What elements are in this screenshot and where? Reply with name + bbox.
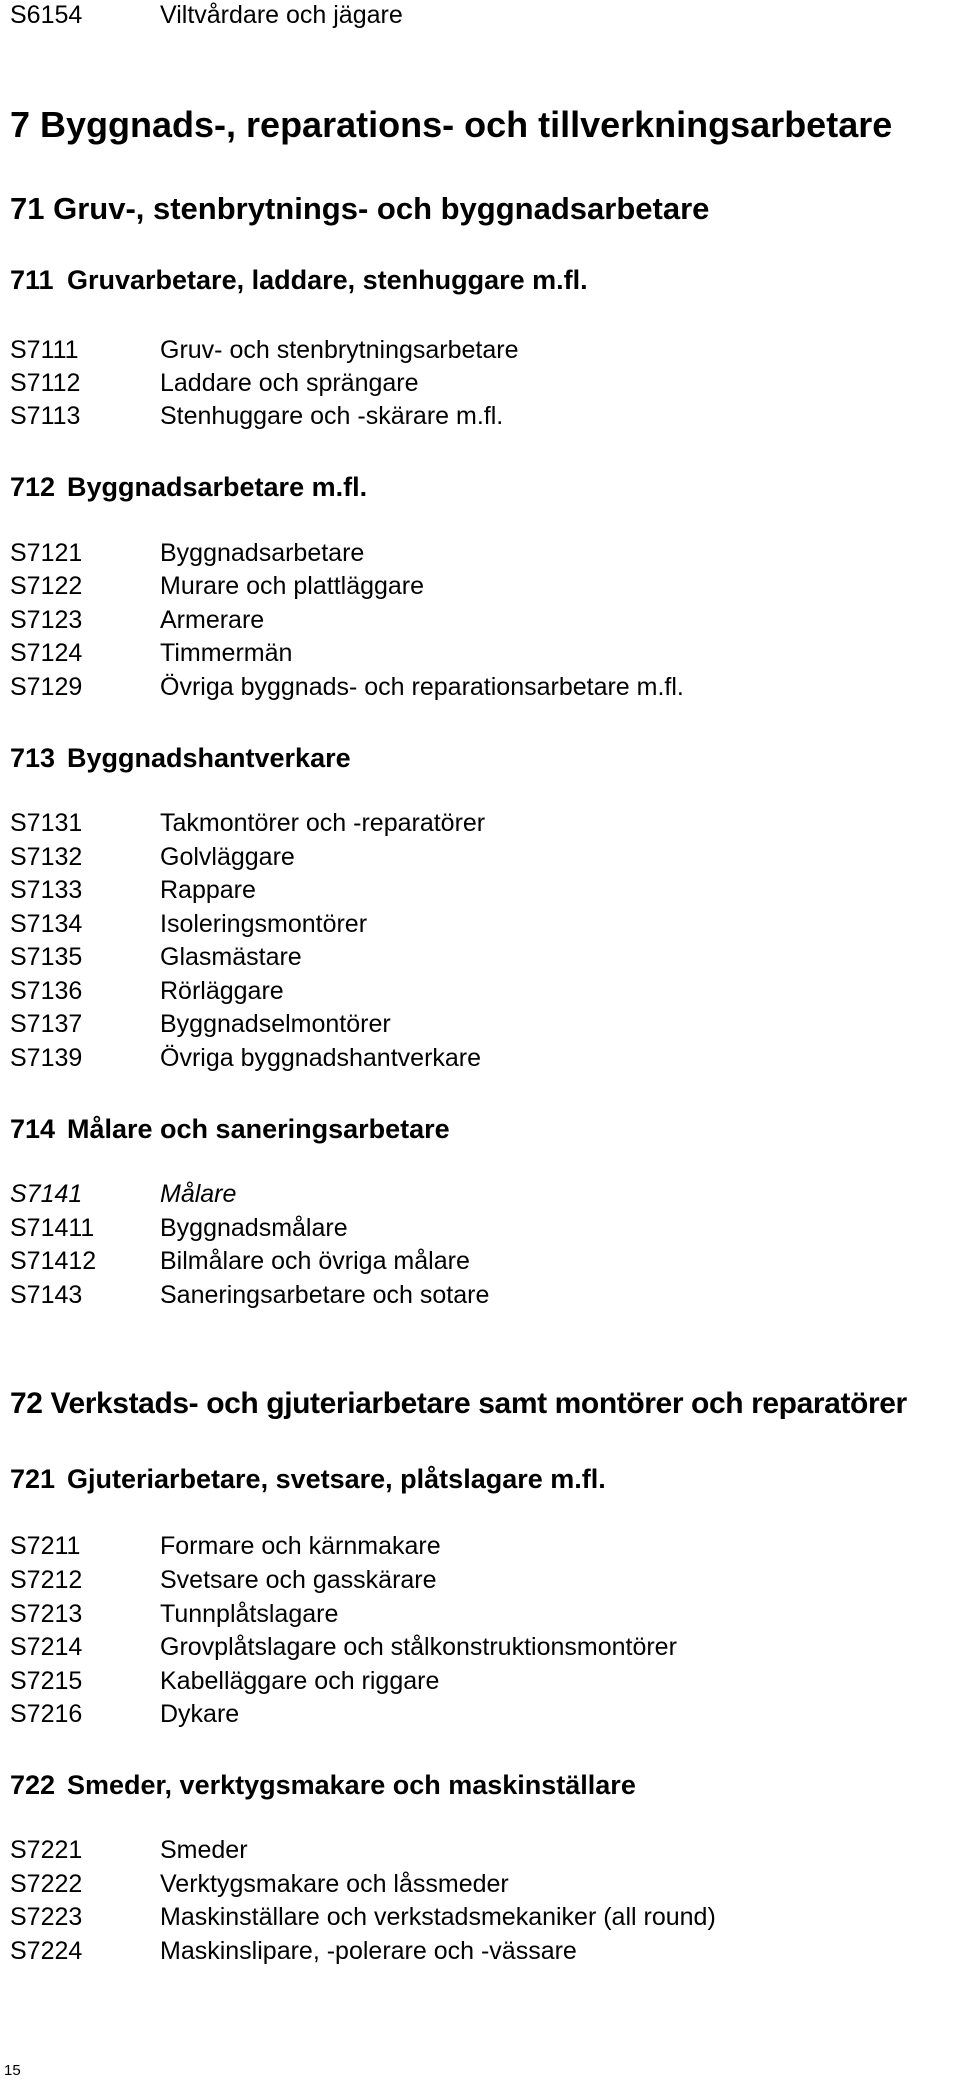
occupation-title: Tunnplåtslagare [160,1600,339,1628]
minor-group-number: 714 [10,1114,56,1144]
occupation-code: S7129 [10,673,83,701]
occupation-title: Grovplåtslagare och stålkonstruktionsmontörer [160,1633,677,1661]
occupation-title: Kabelläggare och riggare [160,1667,440,1695]
occupation-title: Laddare och sprängare [160,369,419,397]
occupation-title: Svetsare och gasskärare [160,1566,437,1594]
page-number: 15 [4,2062,21,2079]
occupation-code: S7141 [10,1180,83,1208]
occupation-code: S7133 [10,876,83,904]
occupation-code: S7224 [10,1937,83,1965]
occupation-title: Rappare [160,876,256,904]
minor-group-heading [10,740,351,776]
occupation-code: S7135 [10,943,83,971]
occupation-title: Maskinställare och verkstadsmekaniker (all round) [160,1903,716,1931]
occupation-title: Byggnadselmontörer [160,1010,391,1038]
occupation-code: S7211 [10,1532,81,1560]
minor-group-heading [10,469,367,505]
occupation-title: Isoleringsmontörer [160,910,368,938]
occupation-title: Dykare [160,1700,240,1728]
minor-group-heading [10,1461,606,1497]
occupation-title: Verktygsmakare och låssmeder [160,1870,509,1898]
minor-group-title: Byggnadsarbetare m.fl. [67,472,368,502]
occupation-code: S7136 [10,977,83,1005]
occupation-title: Rörläggare [160,977,284,1005]
occupation-title: Takmontörer och -reparatörer [160,809,486,837]
sub-major-group-heading: 72 Verkstads- och gjuteriarbetare samt montörer och reparatörer [10,1387,907,1420]
occupation-code: S7222 [10,1870,83,1898]
occupation-code: S7216 [10,1700,83,1728]
occupation-code: S7213 [10,1600,83,1628]
occupation-code: S71412 [10,1247,97,1275]
minor-group-number: 721 [10,1464,56,1494]
occupation-code: S7131 [10,809,83,837]
occupation-title: Smeder [160,1836,248,1864]
occupation-title: Timmermän [160,639,293,667]
occupation-title: Stenhuggare och -skärare m.fl. [160,402,504,430]
occupation-title: Armerare [160,606,265,634]
minor-group-title: Byggnadshantverkare [67,743,351,773]
minor-group-heading [10,1111,450,1147]
occupation-code: S7113 [10,402,81,430]
minor-group-number: 712 [10,472,56,502]
occupation-title: Byggnadsmålare [160,1214,348,1242]
occupation-title: Glasmästare [160,943,302,971]
occupation-code: S7137 [10,1010,83,1038]
occupation-code: S7111 [10,336,79,364]
sub-major-group-heading: 71 Gruv-, stenbrytnings- och byggnadsarbetare [10,191,710,226]
occupation-code: S7134 [10,910,83,938]
occupation-title: Övriga byggnads- och reparationsarbetare m.fl. [160,673,684,701]
occupation-title: Gruv- och stenbrytningsarbetare [160,336,519,364]
occupation-title: Målare [160,1180,237,1208]
occupation-title: Byggnadsarbetare [160,539,365,567]
occupation-title: Formare och kärnmakare [160,1532,441,1560]
occupation-code: S7214 [10,1633,83,1661]
minor-group-title: Gruvarbetare, laddare, stenhuggare m.fl. [67,265,588,295]
occupation-code: S7223 [10,1903,83,1931]
major-group-heading: 7 Byggnads-, reparations- och tillverkningsarbetare [10,104,893,145]
occupation-title: Golvläggare [160,843,295,871]
minor-group-title: Gjuteriarbetare, svetsare, plåtslagare m.fl. [67,1464,606,1494]
occupation-code: S7143 [10,1281,83,1309]
minor-group-number: 722 [10,1770,56,1800]
occupation-code: S7122 [10,572,83,600]
minor-group-heading [10,262,588,298]
minor-group-title: Målare och saneringsarbetare [67,1114,450,1144]
occupation-code: S71411 [10,1214,95,1242]
occupation-code: S7139 [10,1044,83,1072]
occupation-title: Bilmålare och övriga målare [160,1247,470,1275]
minor-group-number: 711 [10,265,54,295]
occupation-code: S7212 [10,1566,83,1594]
occupation-code: S7215 [10,1667,83,1695]
minor-group-heading [10,1767,636,1803]
occupation-code: S7121 [10,539,83,567]
minor-group-title: Smeder, verktygsmakare och maskinställare [67,1770,636,1800]
occupation-title: Saneringsarbetare och sotare [160,1281,490,1309]
occupation-code: S7132 [10,843,83,871]
occupation-code: S7221 [10,1836,83,1864]
occupation-title: Murare och plattläggare [160,572,425,600]
occupation-code: S7123 [10,606,83,634]
occupation-title: Viltvårdare och jägare [160,1,403,29]
occupation-code: S7124 [10,639,83,667]
minor-group-number: 713 [10,743,56,773]
occupation-code: S6154 [10,1,83,29]
occupation-title: Maskinslipare, -polerare och -vässare [160,1937,577,1965]
occupation-code: S7112 [10,369,81,397]
occupation-title: Övriga byggnadshantverkare [160,1044,482,1072]
